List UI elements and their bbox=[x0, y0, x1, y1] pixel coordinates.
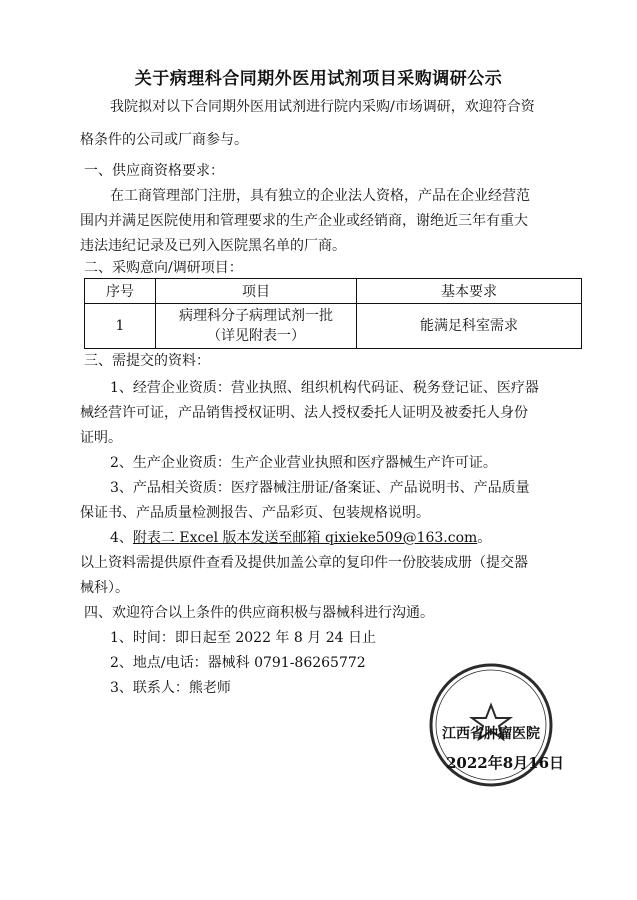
section3-note-line: 以上资料需提供原件查看及提供加盖公章的复印件一份胶装成册（提交器 bbox=[80, 555, 528, 571]
table-header-req: 基本要求 bbox=[357, 279, 582, 304]
section3-heading: 三、需提交的资料： bbox=[84, 353, 210, 369]
p4-suffix: 。 bbox=[477, 530, 492, 546]
table-cell-no: 1 bbox=[85, 304, 156, 349]
item-line-1: 病理科分子病理试剂一批 bbox=[179, 308, 333, 324]
signature-org: 江西省肿瘤医院 bbox=[442, 726, 540, 742]
section4-item: 1、时间：即日起至 2022 年 8 月 24 日止 bbox=[110, 630, 376, 646]
section3-p3-line: 保证书、产品质量检测报告、产品彩页、包装规格说明。 bbox=[80, 505, 430, 521]
section1-heading: 一、供应商资格要求： bbox=[84, 163, 224, 179]
procurement-table bbox=[84, 278, 582, 349]
page-title: 关于病理科合同期外医用试剂项目采购调研公示 bbox=[134, 69, 503, 89]
section1-line: 在工商管理部门注册，具有独立的企业法人资格，产品在企业经营范 bbox=[110, 188, 530, 204]
intro-line-1: 我院拟对以下合同期外医用试剂进行院内采购/市场调研，欢迎符合资 bbox=[110, 99, 535, 115]
section3-p1-line: 1、经营企业资质：营业执照、组织机构代码证、税务登记证、医疗器 bbox=[110, 380, 539, 396]
table-header-no: 序号 bbox=[85, 279, 156, 304]
section3-p1-line: 证明。 bbox=[80, 430, 122, 446]
section3-p3-line: 3、产品相关资质：医疗器械注册证/备案证、产品说明书、产品质量 bbox=[110, 480, 530, 496]
table-cell-item bbox=[156, 304, 357, 349]
intro-line-2: 格条件的公司或厂商参与。 bbox=[80, 132, 248, 148]
table-cell-req: 能满足科室需求 bbox=[357, 304, 582, 349]
section3-p2: 2、生产企业资质：生产企业营业执照和医疗器械生产许可证。 bbox=[110, 455, 497, 471]
table-header-item: 项目 bbox=[156, 279, 357, 304]
section4-heading: 四、欢迎符合以上条件的供应商积极与器械科进行沟通。 bbox=[84, 605, 434, 621]
section4-item: 3、联系人：熊老师 bbox=[110, 680, 231, 696]
email-link[interactable]: 附表二 Excel 版本发送至邮箱 qixieke509@163.com bbox=[132, 530, 478, 546]
section3-p4 bbox=[110, 529, 491, 547]
signature-date: 2022年8月16日 bbox=[446, 754, 565, 772]
table-row bbox=[85, 304, 582, 349]
section4-item: 2、地点/电话：器械科 0791-86265772 bbox=[110, 655, 366, 671]
section3-p1-line: 械经营许可证，产品销售授权证明、法人授权委托人证明及被委托人身份 bbox=[80, 405, 528, 421]
section1-line: 违法违纪记录及已列入医院黑名单的厂商。 bbox=[80, 238, 346, 254]
p4-prefix: 4、 bbox=[110, 530, 133, 546]
section1-line: 围内并满足医院使用和管理要求的生产企业或经销商，谢绝近三年有重大 bbox=[80, 213, 528, 229]
table-header-row bbox=[85, 279, 582, 304]
section3-note-line: 械科）。 bbox=[80, 580, 129, 596]
item-line-2: （详见附表一） bbox=[207, 328, 305, 344]
section2-heading: 二、采购意向/调研项目： bbox=[84, 260, 243, 276]
